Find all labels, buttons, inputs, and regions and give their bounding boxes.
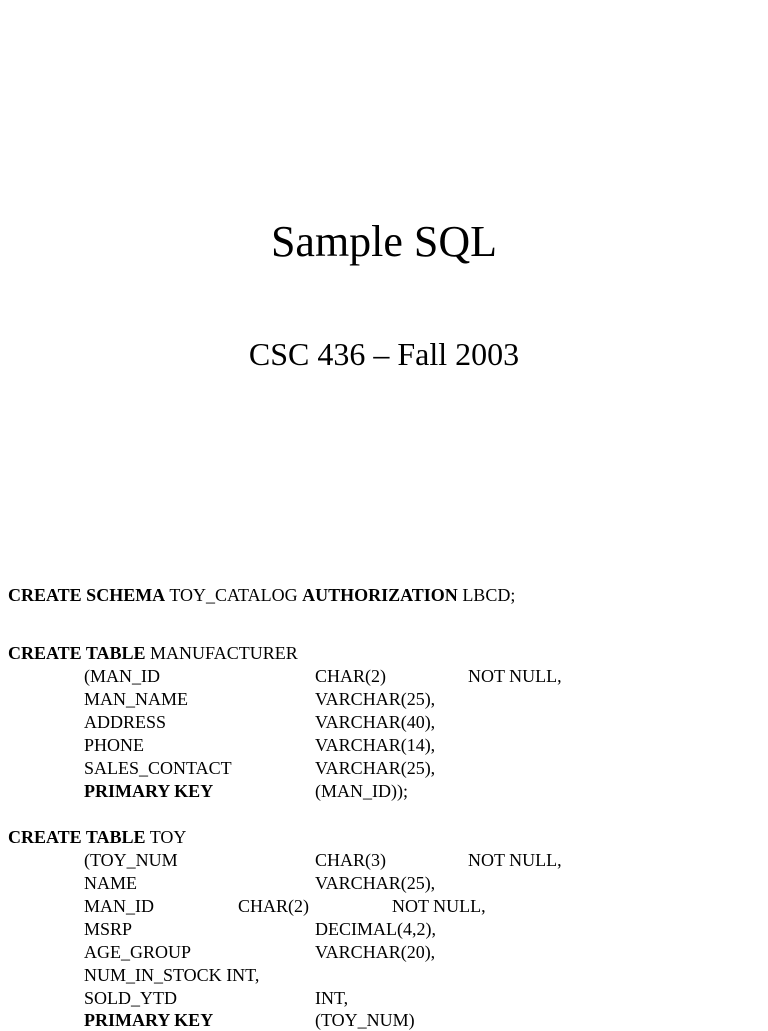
column-name: MAN_ID (84, 896, 154, 916)
sql-keyword: AUTHORIZATION (302, 585, 458, 605)
document-subtitle: CSC 436 – Fall 2003 (248, 336, 520, 372)
column-type: VARCHAR(40), (315, 712, 436, 732)
column-constraint: NOT NULL, (468, 666, 562, 686)
column-constraint: NOT NULL, (468, 850, 562, 870)
column-name: PHONE (84, 735, 145, 755)
column-name: SOLD_YTD (84, 988, 177, 1008)
column-name: MSRP (84, 919, 133, 939)
column-type: VARCHAR(14), (315, 735, 436, 755)
primary-key-label (84, 1009, 213, 1031)
sql-keyword: PRIMARY KEY (84, 1010, 214, 1030)
table-name: MANUFACTURER (150, 643, 298, 663)
column-type: VARCHAR(20), (315, 942, 436, 962)
column-type: VARCHAR(25), (315, 758, 436, 778)
sql-keyword: CREATE SCHEMA (8, 585, 166, 605)
column-type: CHAR(3) (315, 850, 386, 870)
document-title: Sample SQL (270, 217, 498, 266)
create-table-manufacturer (8, 642, 298, 664)
column-type: DECIMAL(4,2), (315, 919, 436, 939)
column-name: NUM_IN_STOCK (84, 965, 222, 985)
primary-key-value: (TOY_NUM) (315, 1010, 415, 1030)
column-type: INT, (226, 965, 260, 985)
column-constraint: NOT NULL, (392, 896, 486, 916)
column-name: (TOY_NUM (84, 850, 178, 870)
column-name-and-type (84, 964, 259, 986)
column-name: NAME (84, 873, 137, 893)
column-name: AGE_GROUP (84, 942, 192, 962)
sql-keyword: CREATE TABLE (8, 643, 146, 663)
sql-keyword: PRIMARY KEY (84, 781, 214, 801)
primary-key-label (84, 780, 213, 802)
column-type: VARCHAR(25), (315, 689, 436, 709)
column-type: CHAR(2) (238, 896, 309, 916)
column-name: SALES_CONTACT (84, 758, 232, 778)
table-name: TOY (149, 827, 187, 847)
create-table-toy (8, 826, 186, 848)
create-schema-statement (8, 584, 515, 606)
primary-key-value: (MAN_ID)); (315, 781, 408, 801)
column-name: (MAN_ID (84, 666, 160, 686)
sql-keyword: CREATE TABLE (8, 827, 146, 847)
column-type: CHAR(2) (315, 666, 386, 686)
column-name: ADDRESS (84, 712, 167, 732)
schema-name: TOY_CATALOG (169, 585, 298, 605)
column-type: VARCHAR(25), (315, 873, 436, 893)
column-type: INT, (315, 988, 349, 1008)
column-name: MAN_NAME (84, 689, 189, 709)
schema-user: LBCD; (462, 585, 516, 605)
